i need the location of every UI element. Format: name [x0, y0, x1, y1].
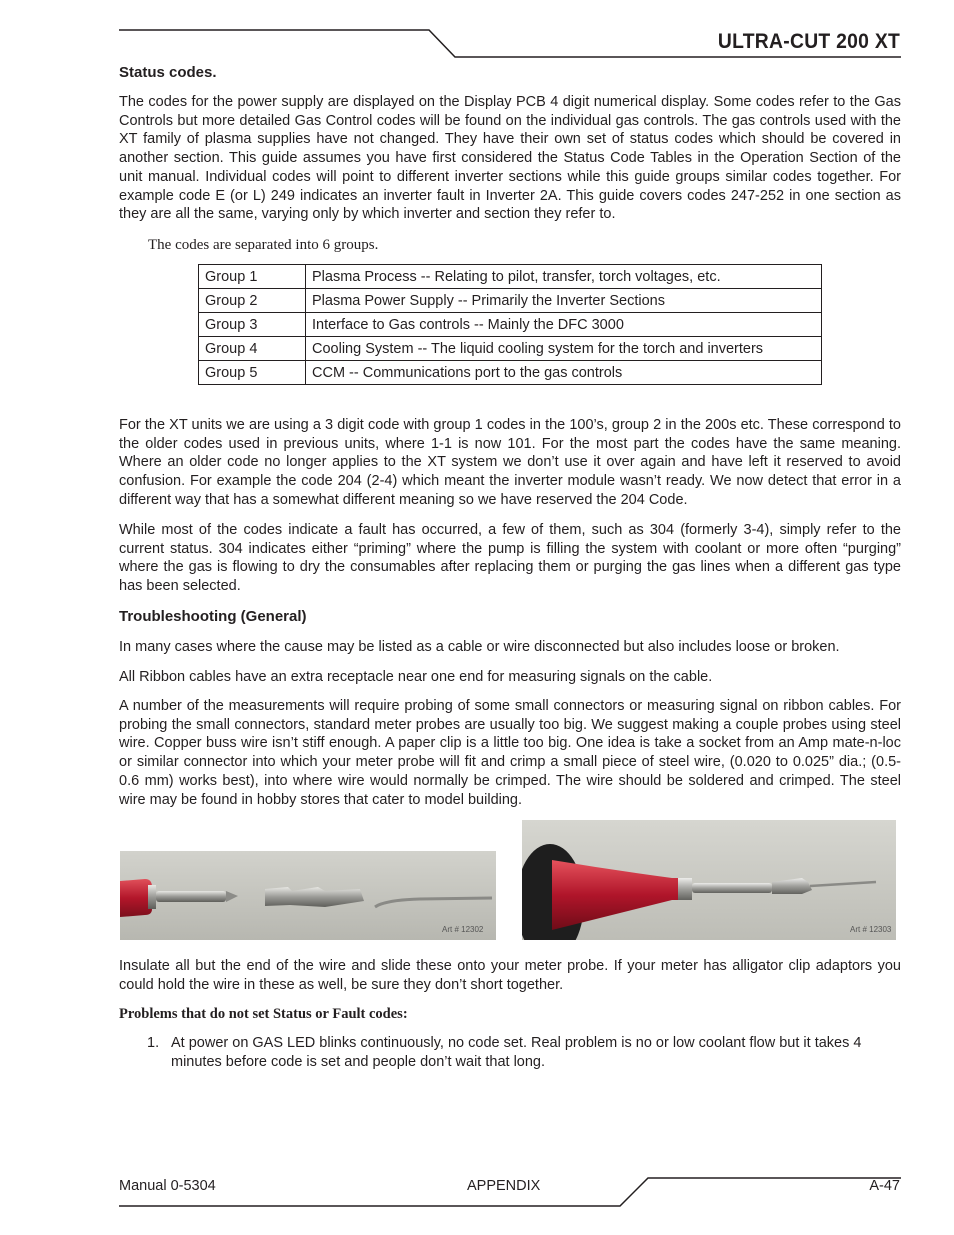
- table-row: [199, 337, 822, 361]
- table-row: [199, 361, 822, 385]
- probe-wire-photo: [522, 820, 896, 940]
- table-row: [199, 289, 822, 313]
- insulate-paragraph: Insulate all but the end of the wire and slide these onto your meter probe. If your meter has alligator clip adaptors you could hold the wire in these as well, be sure they don’t short together.: [119, 958, 901, 993]
- groups-intro: The codes are separated into 6 groups.: [148, 237, 379, 253]
- problems-heading: Problems that do not set Status or Fault codes:: [119, 1006, 408, 1022]
- probe-socket-photo: [120, 851, 496, 940]
- status-codes-intro: The codes for the power supply are displayed on the Display PCB 4 digit numerical display. Some codes refer to the Gas Controls but more detailed Gas Control codes will be found on the individual gas controls. The gas controls used with the XT family of plasma supplies have not changed. They have their own set of status codes which should be covered in another section. This guide assumes you have first considered the Status Code Tables in the Operation Section of the unit manual. Individual codes will point to different inverter sections while this guide groups similar codes together. For example code E (or L) 249 indicates an inverter fault in Inverter 2A. This guide covers codes 247-252 in one section as they are all the same, varying only by which inverter and section they refer to.: [119, 94, 901, 223]
- table-row: [199, 265, 822, 289]
- footer-page-number: A-47: [869, 1178, 900, 1194]
- status-note-paragraph: While most of the codes indicate a fault has occurred, a few of them, such as 304 (formerly 3-4), simply refer to the current status. 304 indicates either “priming” where the pump is filling the system with coolant or more often “purging” where the gas is flowing to dry the consumables after replacing them or purging the gas lines when a different gas type has been selected.: [119, 522, 901, 595]
- problems-list: [119, 1034, 901, 1072]
- group-description-cell: Interface to Gas controls -- Mainly the DFC 3000: [306, 313, 822, 337]
- art-number-label: Art # 12303: [850, 925, 892, 934]
- probe-socket-illustration: [120, 851, 496, 940]
- probe-wire-illustration: [522, 820, 896, 940]
- group-cell: Group 2: [199, 289, 306, 313]
- xt-codes-paragraph: For the XT units we are using a 3 digit code with group 1 codes in the 100’s, group 2 in the 200s etc. These correspond to the older codes used in previous units, where 1-1 is now 101. For the most part the codes have the same meaning. Where an older code no longer applies to the XT system we don’t use it over again and have left it reserved to avoid confusion. For example the code 204 (2-4) which meant the inverter module wasn’t ready. We now detect that error in a different way that has a somewhat different meaning so we have reserved the 204 Code.: [119, 417, 901, 508]
- troubleshooting-heading: Troubleshooting (General): [119, 608, 307, 625]
- status-codes-heading: Status codes.: [119, 64, 217, 81]
- group-description-cell: Plasma Power Supply -- Primarily the Inverter Sections: [306, 289, 822, 313]
- group-description-cell: CCM -- Communications port to the gas controls: [306, 361, 822, 385]
- troubleshooting-paragraph-2: All Ribbon cables have an extra receptacle near one end for measuring signals on the cable.: [119, 669, 713, 685]
- group-cell: Group 4: [199, 337, 306, 361]
- list-item-text: At power on GAS LED blinks continuously, no code set. Real problem is no or low coolant flow but it takes 4 minutes before code is set and people don’t wait that long.: [171, 1035, 862, 1070]
- footer-section: APPENDIX: [467, 1178, 541, 1194]
- table-row: [199, 313, 822, 337]
- list-item: [119, 1034, 901, 1072]
- art-number-label: Art # 12302: [442, 925, 484, 934]
- footer-manual-number: Manual 0-5304: [119, 1178, 216, 1194]
- group-cell: Group 5: [199, 361, 306, 385]
- groups-table: [198, 264, 822, 385]
- group-cell: Group 1: [199, 265, 306, 289]
- group-description-cell: Cooling System -- The liquid cooling system for the torch and inverters: [306, 337, 822, 361]
- group-description-cell: Plasma Process -- Relating to pilot, transfer, torch voltages, etc.: [306, 265, 822, 289]
- document-title: ULTRA-CUT 200 XT: [717, 30, 900, 53]
- troubleshooting-paragraph-3: A number of the measurements will require probing of some small connectors or measuring signal on ribbon cables. For probing the small connectors, standard meter probes are usually too big. We suggest making a couple probes using steel wire. Copper buss wire isn’t stiff enough. A paper clip is a little too big. One idea is take a socket from an Amp mate-n-loc or similar connector into which your meter probe will fit and crimp a small piece of steel wire, (0.020 to 0.025” dia.; (0.5-0.6 mm) works best), into where wire would normally be crimped. The wire should be soldered and crimped. The steel wire may be found in hobby stores that cater to model building.: [119, 698, 901, 808]
- group-cell: Group 3: [199, 313, 306, 337]
- list-item-number: 1.: [147, 1035, 160, 1051]
- troubleshooting-paragraph-1: In many cases where the cause may be listed as a cable or wire disconnected but also includes loose or broken.: [119, 639, 840, 655]
